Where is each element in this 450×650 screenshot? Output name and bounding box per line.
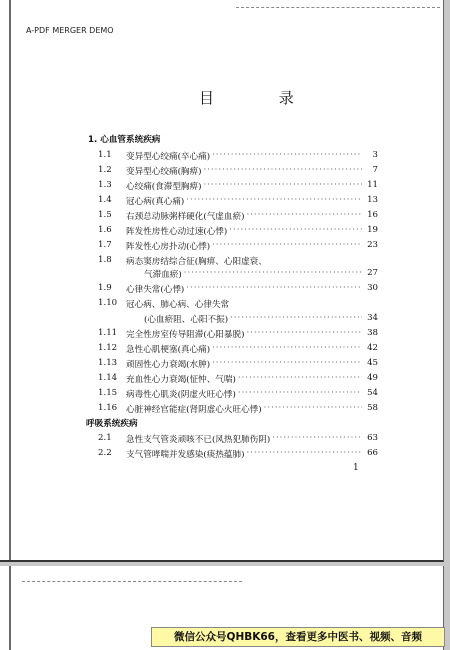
toc-entry[interactable]: 1.10 冠心病、肺心病、心律失常 [98,298,230,310]
toc-entry[interactable]: 1.14 充血性心力衰竭(怔忡、气喘) ····· 49 [88,373,378,385]
toc-entry[interactable]: 1.6 阵发性房性心动过速(心悸) ····· 19 [88,225,378,237]
section-heading-respiratory: 呼吸系统疾病 [86,419,138,429]
toc-entry[interactable]: 1.12 急性心肌梗塞(真心痛) ····· 42 [88,343,378,355]
page-number: 1 [353,463,359,473]
toc-entry[interactable]: 1.2 变异型心绞痛(胸痹) ····· 7 [88,165,378,177]
section-heading-cardiovascular: 1. 心血管系统疾病 [88,135,161,145]
toc-entry[interactable]: 1.15 病毒性心肌炎(阴虚火旺心悸) ····· 54 [88,388,378,400]
page-left-rule [9,566,11,650]
toc-entry[interactable]: 1.8 病态窦房结综合征(胸痹、心阳虚衰、 [98,255,267,267]
header-dashes [22,581,242,582]
watermark-text: A-PDF MERGER DEMO [26,26,114,35]
page-left-rule [9,0,11,560]
page-title: 目 录 [199,89,324,107]
header-dashes [236,7,440,8]
toc-entry[interactable]: 2.2 支气管哮喘并发感染(痰热蕴肺) ····· 66 [88,448,378,460]
promo-banner: 微信公众号QHBK66，查看更多中医书、视频、音频 [151,627,445,647]
toc-entry[interactable]: 1.7 阵发性心房扑动(心悸) ····· 23 [88,240,378,252]
toc-entry[interactable]: 1.4 冠心病(真心痛) ····· 13 [88,195,378,207]
toc-entry-continued[interactable]: (心血瘀阻、心阳不振) ····· 34 [88,313,378,325]
toc-entry[interactable]: 1.3 心绞痛(食滞型胸痹) ····· 11 [88,180,378,192]
toc-entry[interactable]: 1.1 变异型心绞痛(卒心痛) ····· 3 [88,150,378,162]
toc-entry[interactable]: 1.5 右颈总动脉粥样硬化(气虚血瘀) ····· 16 [88,210,378,222]
toc-entry[interactable]: 2.1 急性支气管炎顽咳不已(风热犯肺伤阴) ····· 63 [88,433,378,445]
toc-entry[interactable]: 1.16 心脏神经官能症(肾阴虚心火旺心悸) ····· 58 [88,403,378,415]
toc-entry[interactable]: 1.11 完全性房室传导阻滞(心阳暴脱) ····· 38 [88,328,378,340]
toc-entry[interactable]: 1.9 心律失常(心悸) ····· 30 [88,283,378,295]
toc-entry-continued[interactable]: 气滞血瘀) ····· 27 [88,268,378,280]
toc-entry[interactable]: 1.13 顽固性心力衰竭(水肿) ····· 45 [88,358,378,370]
